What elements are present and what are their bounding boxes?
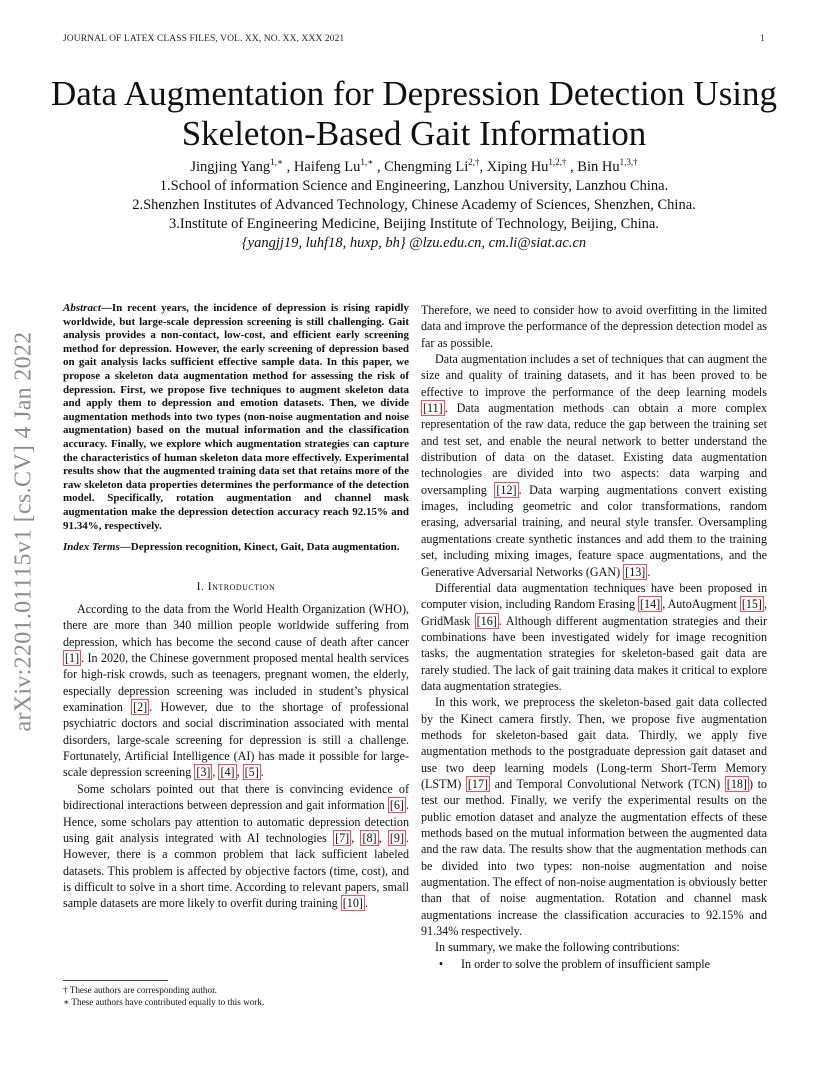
citation-link[interactable]: [6] [389,798,404,813]
index-terms-text: —Depression recognition, Kinect, Gait, Data augmentation. [119,541,400,554]
paragraph: Data augmentation includes a set of techniques that can augment the size and quality of training datasets, and it has been proved to be effective to improve the performance of the deep learning models [11] . Data augmentation methods can obtain a more complex representation of the raw data, reduce the gap between the training set and test set, and enable the neural network to better understand the distribution of data on the dataset. Existing data augmentation technologies are divided into two aspects: data warping and oversampling [12] . Data warping augmentations convert existing images, including geometric and color transformations, random erasing, adversarial training, and neural style transfer. Oversampling augmentations create synthetic instances and add them to the training set, including mixing images, feature space augmentations, and the Generative Adversarial Networks (GAN) [13] . [421,352,767,579]
affiliation: 2.Shenzhen Institutes of Advanced Technology, Chinese Academy of Sciences, Shenzhen, China. [132,197,696,213]
citation-link[interactable]: [2] [133,700,148,715]
paragraph: According to the data from the World Health Organization (WHO), there are more than 340 million people worldwide suffering from depression, which has become the second cause of death after cancer [1] . In 2020, the Chinese government proposed mental health services for high-risk crowds, such as teenagers, pregnant women, the elderly, especially depression screening was included in student’s physical examination [2] . However, due to the shortage of professional psychiatric doctors and social discrimination associated with mental disorders, large-scale screening for depression is still a challenge. Fortunately, Artificial Intelligence (AI) has made it possible for large-scale depression screening [3] , [4] , [5] . [63,602,409,780]
citation-link[interactable]: [10] [342,896,363,911]
bullet-icon: • [438,956,444,971]
page-number: 1 [760,34,765,44]
author-affiliation-mark: 1,∗ [360,157,374,167]
arxiv-stamp [4,296,44,766]
paragraph: Therefore, we need to consider how to avoid overfitting in the limited data and improve the performance of the depression detection model as far as possible. [421,303,767,350]
list-item-text: In order to solve the problem of insufficient sample [461,956,710,971]
author-block [60,158,768,253]
author-affiliation-mark: 1,2,† [548,157,567,167]
citation-link[interactable]: [3] [196,765,211,780]
citation-link[interactable]: [1] [65,651,80,666]
citation-link[interactable]: [11] [423,401,443,416]
citation-link[interactable]: [8] [362,830,377,845]
paragraph: In summary, we make the following contributions: [435,940,680,955]
left-column [63,302,409,912]
author-name: Haifeng Lu [293,159,361,175]
index-terms-lead: Index Terms [63,541,120,554]
author-name: Chengming Li [384,159,469,175]
citation-link[interactable]: [7] [335,830,350,845]
citation-link[interactable]: [5] [244,765,259,780]
list-item [421,956,767,972]
footnote-rule [63,980,168,981]
citation-link[interactable]: [9] [389,830,404,845]
arxiv-identifier: arXiv:2201.01115v1 [cs.CV] 4 Jan 2022 [10,331,37,731]
citation-link[interactable]: [13] [625,564,646,579]
citation-link[interactable]: [16] [476,613,497,628]
citation-link[interactable]: [12] [496,482,517,497]
abstract-text: —In recent years, the incidence of depression is rising rapidly worldwide, but large-scale depression screening is still challenging. Gait analysis provides a non-contact, low-cost, and efficient early screening method for depression. However, the early screening of depression based on gait analysis lacks sufficient effective sample data. In this paper, we propose a skeleton data augmentation method for assessing the risk of depression. First, we propose five techniques to augment skeleton data and apply them to depression and emotion datasets. Then, we divide augmentation methods into two types (non-noise augmentation and noise augmentation) based on the mutual information and the classification accuracy. Finally, we explore which augmentation strategies can capture the characteristics of human skeleton data more effectively. Experimental results show that the augmented training data set that retains more of the raw skeleton data properties determines the performance of the detection model. Specifically, rotation augmentation and channel mask augmentation make the depression detection accuracy reach 92.15% and 91.34%, respectively. [63,302,409,532]
paragraph: In this work, we preprocess the skeleton-based gait data collected by the Kinect camera firstly. Then, we propose five augmentation methods for skeleton-based gait data. Thirdly, we apply five augmentation methods to the postgraduate depression gait dataset and use two deep learning models (Long-term Short-Term Memory (LSTM) [17] and Temporal Convolutional Network (TCN) [18] ) to test our method. Finally, we verify the experimental results on the public emotion dataset and analyze the augmentation effects of these methods based on the mutual information between the augmented data and the raw data. The results show that the augmentation methods can be divided into two types: non-noise augmentation and noise augmentation. The effect of non-noise augmentation is obviously better than that of noise augmentation. Rotation and channel mask augmentations increase the classification accuracies to 92.15% and 91.34% respectively. [421,695,767,939]
author-names: Jingjing Yang$^{1,∗}$ , Haifeng $Lu^{1,∗}$ , Chengming $Li^{2,\dagger}$, Xiping $Hu^{1,2,\dagger}$ , Bin $Hu^{1,3,\dagger}$ [190,157,638,175]
citation-link[interactable]: [18] [726,776,747,791]
author-affiliation-mark: 1,∗ [270,157,284,167]
affiliation: 1.School of information Science and Engineering, Lanzhou University, Lanzhou China. [159,178,669,194]
citation-link[interactable]: [17] [467,776,489,791]
author-affiliation-mark: 1,3,† [619,157,638,167]
affiliation: 3.Institute of Engineering Medicine, Beijing Institute of Technology, Beijing, China. [169,216,659,232]
paragraph: Some scholars pointed out that there is convincing evidence of bidirectional interactions between depression and gait information [6] . Hence, some scholars pay attention to automatic depression detection using gait analysis integrated with AI technologies [7] , [8] , [9] . However, there is a common problem that lack sufficient labeled datasets. This problem is affected by objective factors (time, cost), and is difficult to solve in a short time. According to relevant papers, small sample datasets are more likely to overfit during training [10] . [63,781,410,911]
running-head [63,34,765,44]
footnote: † These authors are corresponding author. [63,985,217,995]
paragraph: Differential data augmentation techniques have been proposed in computer vision, including Random Erasing [14] , AutoAugment [15] , GridMask [16] . Although different augmentation strategies and their combinations have been investigated widely for image recognition tasks, the augmentation strategies for skeleton-based gait data are rarely studied. The lack of gait training data makes it critical to explore data augmentation strategies. [421,580,767,693]
footnote: ∗ These authors have contributed equally to this work. [63,997,265,1007]
author-emails: {yangjj19, luhf18, huxp, bh} @lzu.edu.cn, cm.li@siat.ac.cn [241,235,587,251]
abstract [63,302,409,533]
section-number: I. [196,580,208,593]
author-name: Bin Hu [577,159,620,175]
author-name: Xiping Hu [486,159,549,175]
citation-link[interactable]: [4] [220,765,235,780]
section-title: Introduction [207,580,276,593]
journal-name: JOURNAL OF LATEX CLASS FILES, VOL. XX, NO. XX, XXX 2021 [63,34,345,44]
citation-link[interactable]: [14] [640,597,661,612]
paper-title: Data Augmentation for Depression Detection Using Skeleton-Based Gait Information [50,74,778,153]
citation-link[interactable]: [15] [741,597,762,612]
footnotes [63,984,409,1008]
author-name: Jingjing Yang [190,159,271,175]
index-terms [63,541,409,555]
right-column [421,302,767,972]
abstract-lead: Abstract [63,302,101,314]
section-heading [63,579,409,595]
author-affiliation-mark: 2,† [468,157,480,167]
